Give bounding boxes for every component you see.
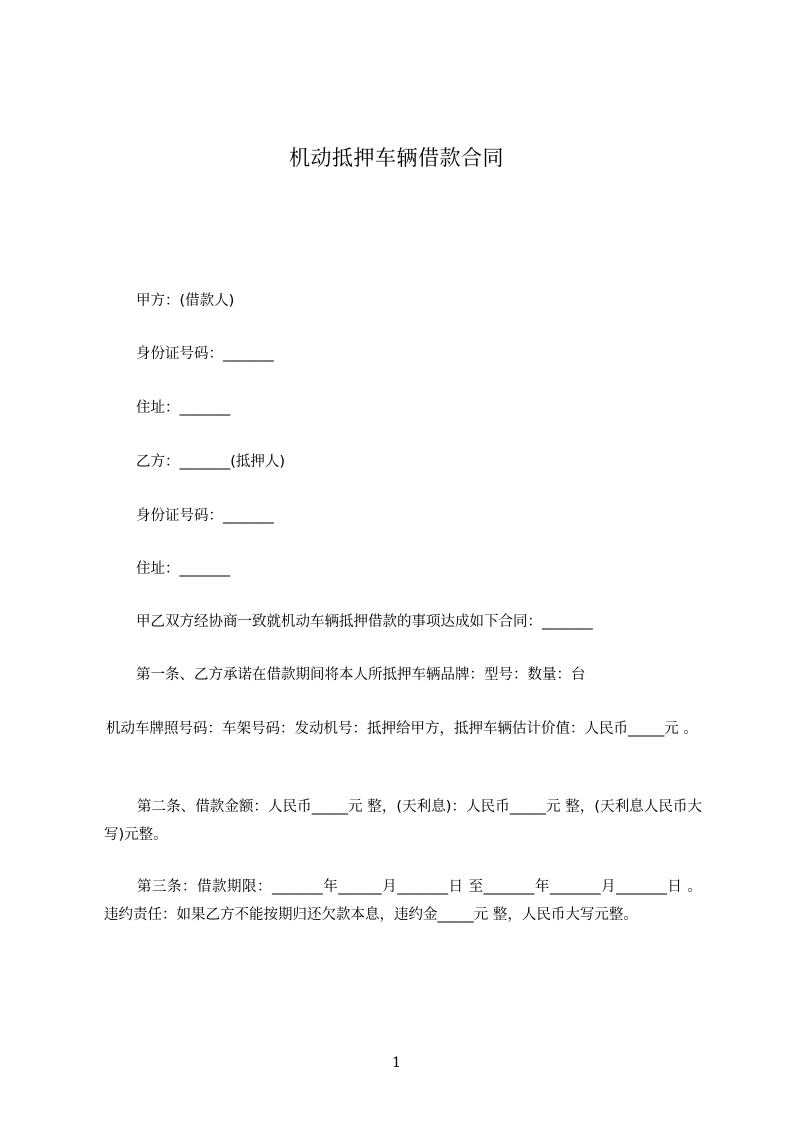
- party-b-id-line: 身份证号码：_______: [136, 508, 274, 524]
- party-a-address-line: 住址：_______: [136, 400, 231, 416]
- article-two-paragraph: 第二条、借款金额：人民币_____元 整，(天利息)：人民币_____元 整，(天利息人民币大写)元整。: [104, 799, 702, 843]
- party-b-line: 乙方：_______(抵押人): [136, 454, 286, 470]
- article-one-line: 第一条、乙方承诺在借款期间将本人所抵押车辆品牌：型号：数量：台: [136, 667, 586, 683]
- party-a-line: 甲方：(借款人): [136, 293, 235, 309]
- party-b-address-line: 住址：_______: [136, 561, 231, 577]
- page-number: 1: [392, 1055, 401, 1071]
- vehicle-info-paragraph: 机动车牌照号码：车架号码：发动机号：抵押给甲方，抵押车辆估计价值：人民币_____元 。: [106, 721, 698, 737]
- article-three-paragraph: 第三条：借款期限：_______年______月_______日 至_______年_______月_______日 。违约责任：如果乙方不能按期归还欠款本息，违约金_____元 整，人民币大写元整。: [104, 879, 702, 923]
- party-a-id-line: 身份证号码：_______: [136, 346, 274, 362]
- document-title: 机动抵押车辆借款合同: [289, 146, 504, 170]
- agreement-intro-line: 甲乙双方经协商一致就机动车辆抵押借款的事项达成如下合同：_______: [136, 614, 593, 630]
